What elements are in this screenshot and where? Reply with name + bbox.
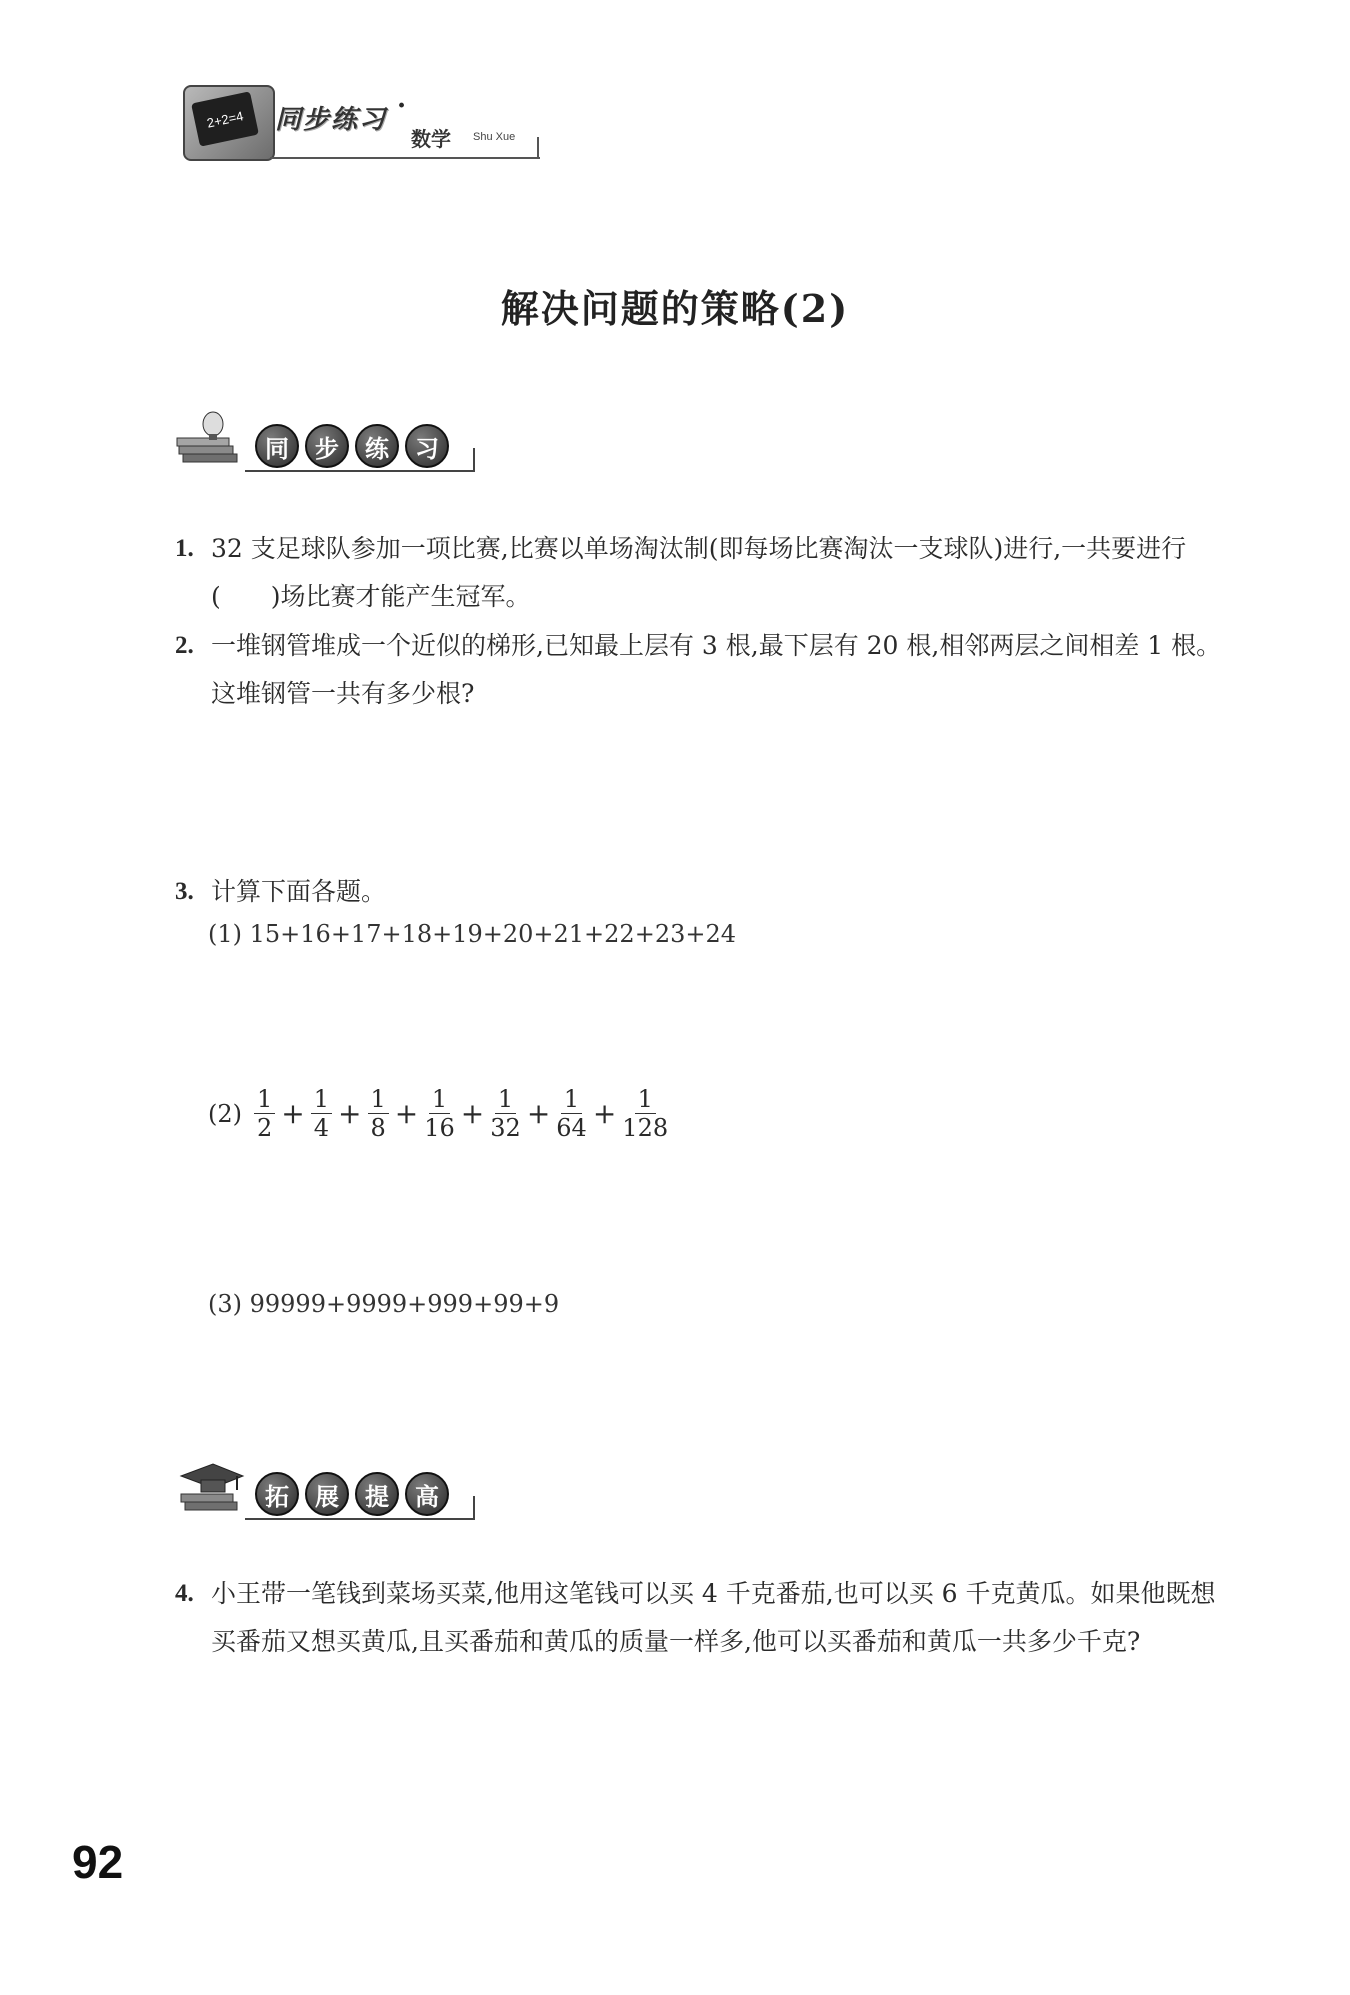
fraction: $\frac{1}{32}$ — [490, 1085, 521, 1142]
badge-char: 提 — [355, 1472, 399, 1516]
badge-divider-tick — [473, 448, 475, 470]
badge-divider — [245, 470, 475, 472]
section-badge-extension — [175, 1458, 475, 1528]
badge-char: 拓 — [255, 1472, 299, 1516]
question-number: 2. — [175, 632, 194, 659]
header-subject: 数学 — [411, 129, 451, 151]
page-title: 解决问题的策略(2) — [500, 286, 850, 331]
part-label: (2) — [208, 1099, 242, 1128]
plus-sign: + — [394, 1097, 419, 1130]
page-number: 92 — [72, 1836, 124, 1888]
question-3-part-2 — [208, 1085, 670, 1142]
fraction: $\frac{1}{4}$ — [311, 1085, 332, 1142]
fraction: $\frac{1}{64}$ — [556, 1085, 587, 1142]
plus-sign: + — [526, 1097, 551, 1130]
header-pinyin: Shu Xue — [473, 131, 516, 143]
graduation-cap-books-icon — [175, 1458, 245, 1518]
badge-char: 同 — [255, 424, 299, 468]
question-text: 一堆钢管堆成一个近似的梯形,已知最上层有 3 根,最下层有 20 根,相邻两层之间相差 1 根。这堆钢管一共有多少根? — [211, 631, 1222, 708]
fraction: $\frac{1}{2}$ — [254, 1085, 275, 1142]
question-text: 小王带一笔钱到菜场买菜,他用这笔钱可以买 4 千克番茄,也可以买 6 千克黄瓜。如果他既想买番茄又想买黄瓜,且买番茄和黄瓜的质量一样多,他可以买番茄和黄瓜一共多少千克? — [211, 1579, 1216, 1656]
question-number: 3. — [175, 878, 194, 905]
badge-char: 习 — [405, 424, 449, 468]
badge-char: 展 — [305, 1472, 349, 1516]
book-header — [175, 85, 535, 165]
tv-screen-text: 2+2=4 — [191, 91, 259, 147]
question-1 — [175, 525, 1235, 621]
plus-sign: + — [281, 1097, 305, 1130]
plus-sign: + — [592, 1097, 617, 1130]
header-dot: · — [397, 91, 407, 121]
question-2 — [175, 622, 1235, 718]
question-3 — [175, 868, 1235, 916]
question-3-part-3: (3) 99999+9999+999+99+9 — [208, 1290, 560, 1318]
fraction: $\frac{1}{128}$ — [622, 1085, 669, 1142]
books-lamp-icon — [175, 410, 245, 470]
question-4 — [175, 1570, 1235, 1666]
header-title: 同步练习 — [275, 104, 388, 134]
badge-char: 步 — [305, 424, 349, 468]
question-text: 计算下面各题。 — [211, 877, 387, 906]
question-3-part-1: (1) 15+16+17+18+19+20+21+22+23+24 — [208, 920, 736, 948]
header-divider-tick — [537, 137, 539, 157]
question-number: 4. — [175, 1580, 194, 1607]
fraction: $\frac{1}{16}$ — [424, 1085, 455, 1142]
badge-divider — [245, 1518, 475, 1520]
badge-divider-tick — [473, 1496, 475, 1518]
question-text: 32 支足球队参加一项比赛,比赛以单场淘汰制(即每场比赛淘汰一支球队)进行,一共要进行( )场比赛才能产生冠军。 — [211, 534, 1187, 611]
header-divider — [270, 157, 540, 159]
plus-sign: + — [460, 1097, 485, 1130]
plus-sign: + — [338, 1097, 362, 1130]
badge-char: 练 — [355, 424, 399, 468]
badge-char: 高 — [405, 1472, 449, 1516]
question-number: 1. — [175, 535, 194, 562]
section-badge-practice — [175, 410, 475, 480]
tv-icon — [183, 85, 275, 161]
fraction: $\frac{1}{8}$ — [368, 1085, 389, 1142]
